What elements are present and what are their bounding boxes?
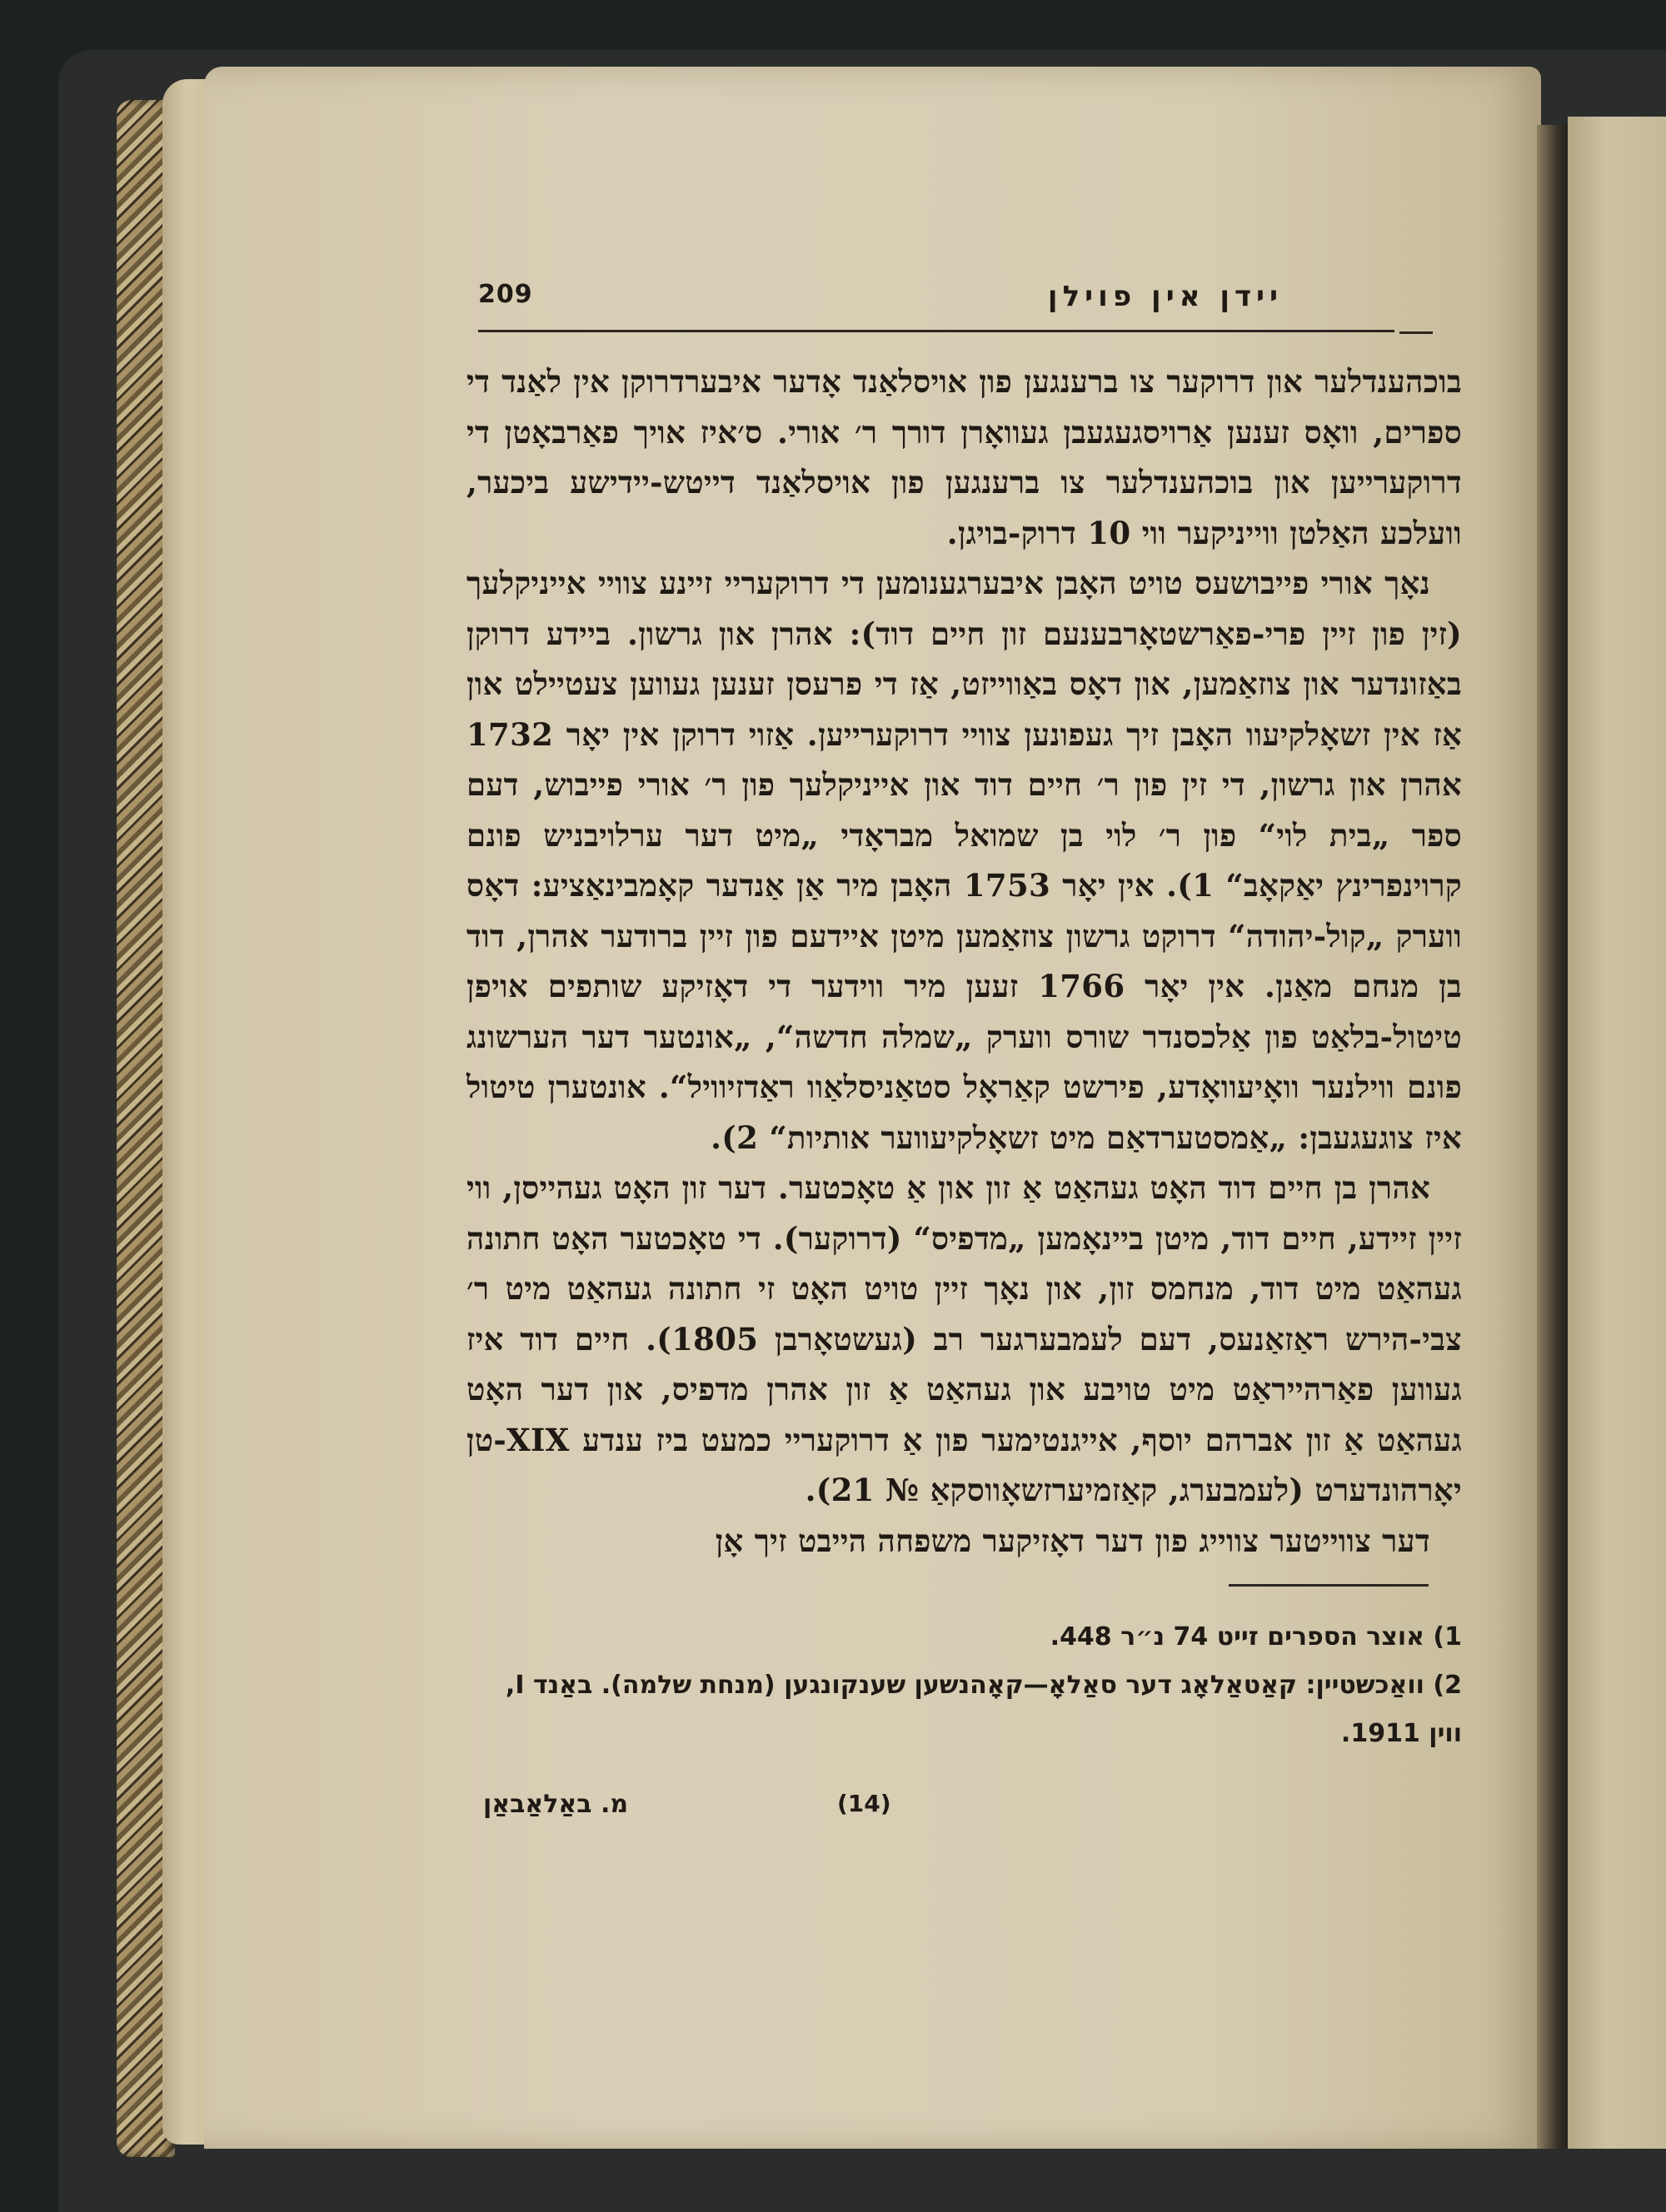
facing-page-edge bbox=[1568, 117, 1666, 2149]
paragraph: אהרן בן חיים דוד האָט געהאַט אַ זון און אַ טאָכטער. דער זון האָט געהייסן, ווי זיין זיידע, חיים דוד, מיטן ביינאָמען „מדפיס“ (דרוקער). די טאָכטער האָט חתונה געהאַט מיט דוד, מנחמס זון, און נאָך זיין טויט האָט זי חתונה געהאַט מיט ר׳ צבי-הירש ראַזאַנעס, דעם לעמבערגער רב (געשטאָרבן 1805). חיים דוד איז געווען פאַרהייראַט מיט טויבע און געהאַט אַ זון אהרן מדפיס, און דער האָט געהאַט אַ זון אברהם יוסף, אייגנטימער פון אַ דרוקעריי כמעט ביז ענדע XIX-טן יאָרהונדערט (לעמבערג, קאַזמיערזשאָווסקאַ № 21). bbox=[466, 1169, 1462, 1508]
footnotes bbox=[466, 1613, 1462, 1758]
sheet-mark: (14) bbox=[837, 1790, 891, 1817]
page-number: 209 bbox=[478, 280, 533, 309]
header-rule bbox=[478, 330, 1394, 332]
footnote: 2) וואַכשטיין: קאַטאַלאָג דער סאַלאָ—קאָהנשען שענקונגען (מנחת שלמה). באַנד I, ווין 1911. bbox=[505, 1671, 1462, 1748]
page-content bbox=[466, 275, 1462, 1831]
body-text bbox=[466, 356, 1462, 1566]
paragraph: דער צווייטער צווייג פון דער דאָזיקער משפחה הייבט זיך אָן bbox=[715, 1522, 1430, 1559]
footnote: 1) אוצר הספרים זייט 74 נ״ר 448. bbox=[1050, 1622, 1462, 1652]
page-header bbox=[466, 275, 1462, 333]
page-footer bbox=[466, 1790, 1462, 1831]
footnote-rule bbox=[1229, 1584, 1429, 1587]
paragraph: נאָך אורי פייבושעס טויט האָבן איבערגענומען די דרוקעריי זיינע צוויי אייניקלעך (זין פון זיין פרי-פאַרשטאָרבענעם זון חיים דוד): אהרן און גרשון. ביידע דרוקן באַזונדער און צוזאַמען, און דאָס באַווייזט, אַז די פרעסן זענען געווען צעטיילט און אַז אין זשאָלקיעוו האָבן זיך געפונען צוויי דרוקערייען. אַזוי דרוקן אין יאָר 1732 אהרן און גרשון, די זין פון ר׳ חיים דוד און אייניקלעך פון ר׳ אורי פייבוש, דעם ספר „בית לוי“ פון ר׳ לוי בן שמואל מבראָדי „מיט דער ערלויבניש פונם קרוינפרינץ יאַקאָב“ 1). אין יאָר 1753 האָבן מיר אַן אַנדער קאָמבינאַציע: דאָס ווערק „קול-יהודה“ דרוקט גרשון צוזאַמען מיטן איידעם פון זיין ברודער אהרן, דוד בן מנחם מאַנן. אין יאָר 1766 זעען מיר ווידער די דאָזיקע שותפים אויפן טיטול-בלאַט פון אַלכסנדר שורס ווערק „שמלה חדשה“, „אונטער דער הערשונג פונם ווילנער וואָיעוואָדע, פירשט קאַראָל סטאַניסלאַוו ראַדזיוויל“. אונטערן טיטול איז צוגעגעבן: „אַמסטערדאַם מיט זשאָלקיעווער אותיות“ 2). bbox=[466, 565, 1462, 1156]
author-signature: מ. באַלאַבאַן bbox=[483, 1790, 629, 1819]
header-rule-end bbox=[1399, 331, 1433, 334]
running-title: יידן אין פוילן bbox=[1047, 280, 1283, 313]
paragraph: בוכהענדלער און דרוקער צו ברענגען פון אויסלאַנד אָדער איבערדרוקן אין לאַנד די ספרים, וואָס זענען אַרויסגעגעבן געוואָרן דורך ר׳ אורי. ס׳איז אויך פאַרבאָטן די דרוקערייען און בוכהענדלער צו ברענגען פון אויסלאַנד דייטש-יידישע ביכער, וועלכע האַלטן ווייניקער ווי 10 דרוק-בויגן. bbox=[466, 363, 1462, 551]
book-gutter bbox=[1537, 125, 1570, 2149]
